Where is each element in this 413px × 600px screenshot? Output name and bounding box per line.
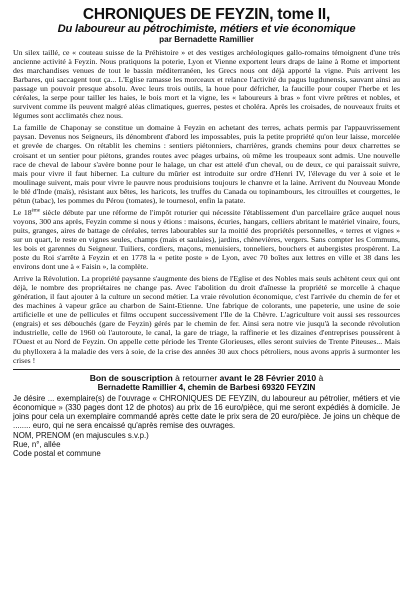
coupon-postal-field[interactable]: Code postal et commune — [13, 449, 101, 459]
page-subtitle: Du laboureur au pétrochimiste, métiers et vie économique — [57, 23, 356, 35]
section-divider — [13, 369, 400, 370]
coupon-street-field[interactable]: Rue, n°, allée — [13, 440, 61, 450]
page-title: CHRONIQUES DE FEYZIN, tome II, — [82, 6, 331, 23]
subscription-coupon — [13, 373, 400, 459]
century-number: 18 — [23, 207, 32, 217]
coupon-name-field[interactable]: NOM, PRENOM (en majuscules s.v.p.) — [13, 430, 149, 440]
paragraph-prehistory: Un silex taillé, ce « couteau suisse de la Préhistoire » et des vestiges archéologiques gallo-romains témoignent d'une très ancienne activité à Feyzin. Nous pratiquons la poterie, Lyon et Vienne exportent leurs draps de laine à Rome et importent des marchandises venues de tout le bassin méditerranéen, les Grecs nous ont déjà apporté la vigne. Puis arrivent les Barbares, qui saccagent tout ça... L'Eglise ramasse les morceaux et relance l'activité du pagus lugdunensis, sauvant ainsi au passage un pouvoir presque absolu. Avec leurs trois outils, la houe pour défricher, la faucille pour couper l'herbe et les céréales, la serpe pour tailler les haies, le bois mort et la vigne, les « laboureurs à bras » font vivre prêtres et nobles, et survivent comme ils peuvent malgré aléas climatiques, guerres, pestes et choléra. Après les croisades, de nouveaux fruits et légumes sont acclimatés chez nous. — [13, 48, 400, 121]
coupon-title-label: Bon de souscription — [89, 372, 173, 383]
coupon-title-to: à — [316, 372, 324, 383]
author-line: par Bernadette Ramillier — [159, 35, 254, 44]
coupon-deadline: avant le 28 Février 2010 — [219, 372, 317, 383]
coupon-order-text: Je désire ... exemplaire(s) de l'ouvrage « CHRONIQUES DE FEYZIN, du laboureur au pétrolier, métiers et vie économique » (330 pages dont 12 de photos) au prix de 16 euro/pièce, qui me seront expédiés à domicile. Je joins pour cela un exemplaire commandé après cette date le prix sera de 20 euro/pièce. Je joins un chèque de ........ euro, qui ne sera encaissé qu'après remise des ouvrages. — [13, 393, 400, 431]
coupon-title-return: à retourner — [172, 372, 220, 383]
century-prefix: Le — [13, 207, 22, 217]
century-text: siècle débute par une réforme de l'impôt roturier qui nécessite l'établissement d'un parcellaire grâce auquel nous voyons, 300 ans après, Feyzin comme si nous y étions : maisons, écuries, hangars, celliers abritant le matériel vinaire, fours, puits, granges, aires de battage de céréales, terres labourables sur la moitié des propriétés personnelles, « terres et vignes » sur un quart, le reste en vignes seules, champs (mais et saulaies), jardins, chènevières, vergers. Sans compter les Communs, les bois et garennes du Seigneur. Tuiliers, cordiers, maçons, menuisiers, tonneliers, bouchers et aubergistes prospèrent. La poste du Roi s'arrête à Feyzin et en 1778 la « petite poste » de Lyon, avec 70 boîtes aux lettres en ville et 38 dans les environs dont une à « Faisin », la complète. — [13, 207, 401, 272]
paragraph-eighteenth-century — [13, 208, 400, 271]
century-suffix: ème — [31, 208, 40, 214]
paragraph-revolution: Arrive la Révolution. La propriété paysanne s'augmente des biens de l'Eglise et des Nobles mais seuls achètent ceux qui ont déjà, le nombre des propriétaires ne change pas. Avec l'abolition du droit d'aînesse la propriété se morcelle à chaque génération, il faut ajouter à la culture un second métier. La vraie révolution économique, c'est l'arrivée du chemin de fer et des machines à vapeur grâce au charbon de Saint-Etienne. Une fabrique de colorants, une papeterie, une usine de soie artificielle et une de pellicules et films occupent successivement l'Ile de la Chèvre. L'agriculture voit aussi ses ressources (engrais) et ses débouchés (gare de Feyzin) gérés par le chemin de fer. Ainsi sera notre vie jusqu'à la seconde révolution industrielle, celle de 1960 où l'autoroute, le canal, la gare de triage, la raffinerie et les dizaines d'entreprises poussèrent à l'Ouest et au Nord de Feyzin. On appelle cette période les Trente Glorieuses, elles seront suivies de Trente Piteuses... Mais du phylloxera à la maladie des vers à soie, de la crise des années 30 aux chocs pétroliers, nous avons appris à surmonter les crises ! — [13, 274, 400, 365]
paragraph-chaponay: La famille de Chaponay se constitue un domaine à Feyzin en achetant des terres, achats permis par l'appauvrissement paysan. Devenus nos Seigneurs, ils dénombrent d'abord les impossables, puis la petite propriété qu'on leur laisse, morcelée et grevée de charges. On rétablit les chemins : sentiers piétonniers, charrières, grands chemins pour deux charrettes se croisant et un sentier pour piétons, grandes routes avec péages urbains, où même les troupeaux sont admis. Une nouvelle race de cheval de labour s'avère bonne pour le halage, un char est attelé d'un cheval, ou de deux, ce qui paraissait suivre, mais pour vivre il faut hiberner. La culture du mûrier est introduite sur ordre d'Henri IV, l'élevage du ver à soie et le moulinage suivent, mais pour vivre le pauvre nous produisions toujours le chanvre et la laine. Arrivent du Nouveau Monde le blé d'Inde (maïs), résistant aux bêtes, les haricots, les truffes du Canada ou topinambours, les citrouilles et courgettes, le pétun (tabac), les pommes du Pérou (tomates), le tournesol, enfin la patate. — [13, 123, 400, 205]
coupon-address: Bernadette Ramillier 4, chemin de Barbesi 69320 FEYZIN — [97, 382, 316, 392]
coupon-title — [13, 373, 400, 383]
